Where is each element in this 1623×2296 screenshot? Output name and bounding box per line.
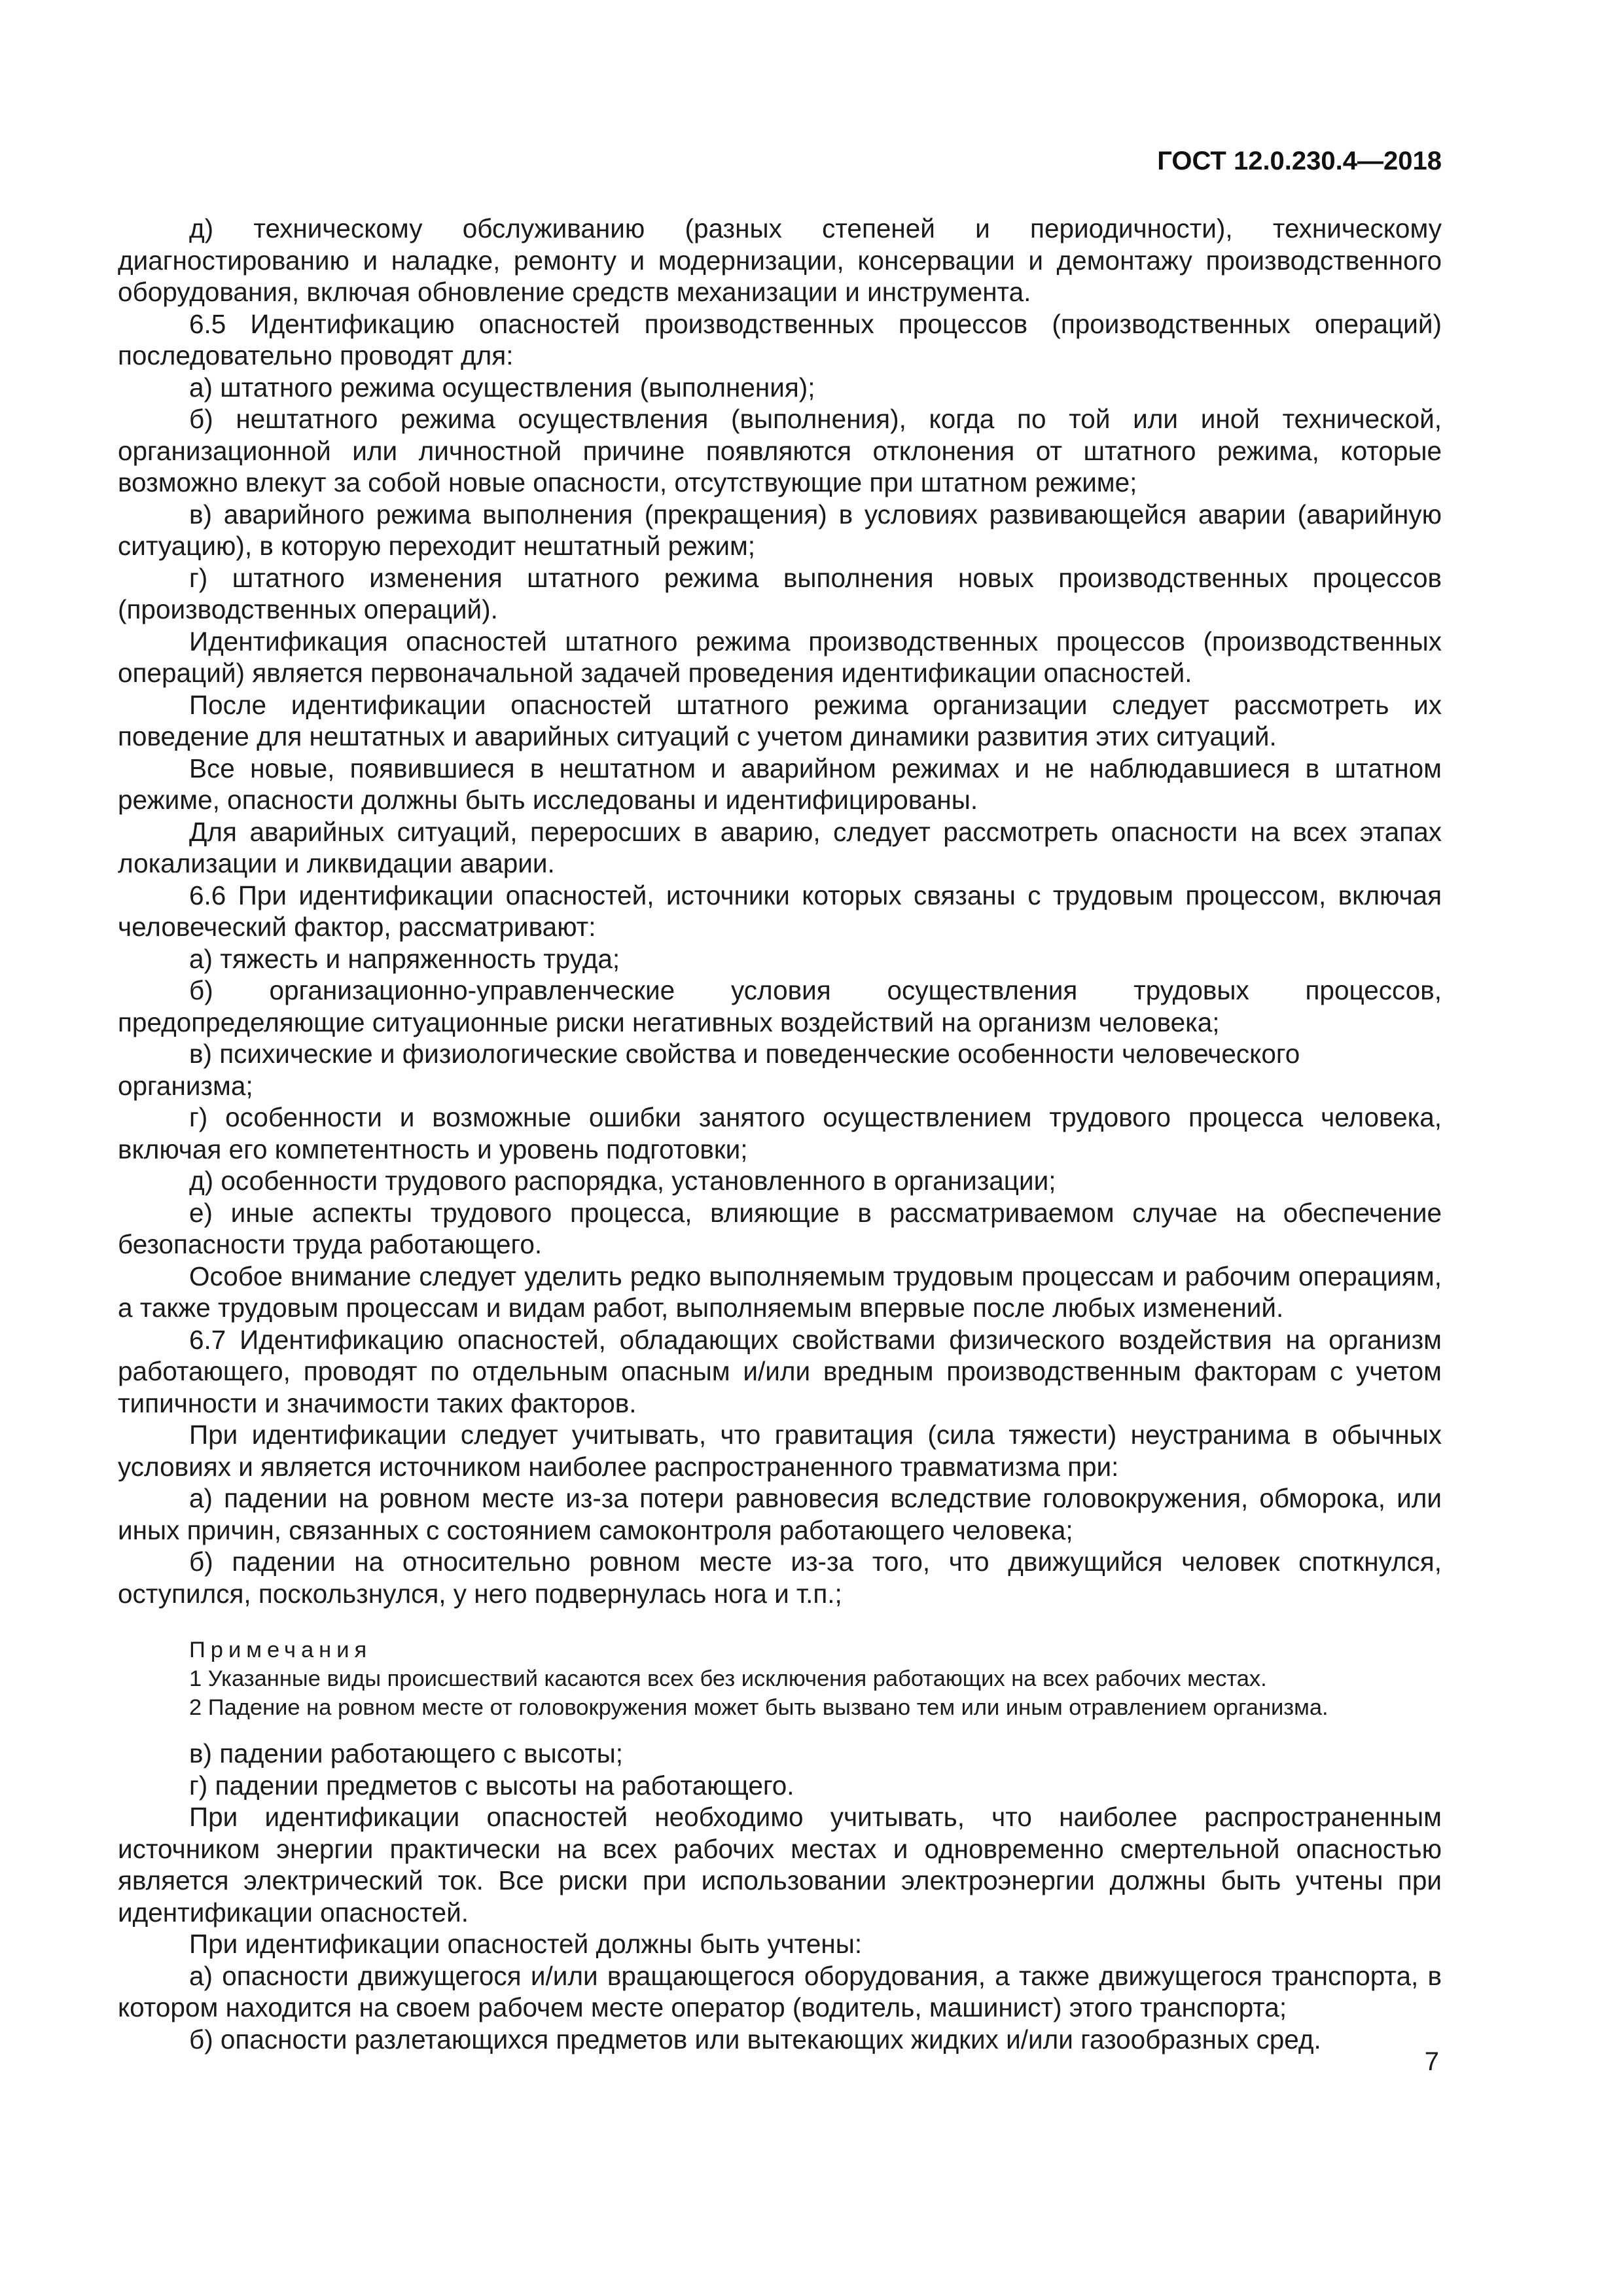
list-item: г) падении предметов с высоты на работающего. (189, 1770, 794, 1801)
list-item: д) особенности трудового распорядка, установленного в организации; (189, 1166, 1056, 1196)
list-item: б) организационно-управленческие условия осуществления трудовых процессов, предопределяющие ситуационные риски негативных воздействий на организм человека; (118, 975, 1442, 1037)
page-number: 7 (1424, 2047, 1439, 2076)
document-body (118, 213, 1442, 2055)
paragraph: При идентификации опасностей должны быть учтены: (189, 1929, 863, 1959)
paragraph: Для аварийных ситуаций, переросших в аварию, следует рассмотреть опасности на всех этапах локализации и ликвидации аварии. (118, 816, 1442, 878)
paragraph: Все новые, появившиеся в нештатном и аварийном режимах и не наблюдавшиеся в штатном режиме, опасности должны быть исследованы и идентифицированы. (118, 753, 1442, 815)
paragraph: При идентификации следует учитывать, что гравитация (сила тяжести) неустранима в обычных условиях и является источником наиболее распространенного травматизма при: (118, 1420, 1442, 1482)
list-item: а) штатного режима осуществления (выполнения); (189, 372, 815, 403)
note-item: 1 Указанные виды происшествий касаются всех без исключения работающих на всех рабочих местах. (189, 1666, 1267, 1691)
notes-block (118, 1636, 1442, 1722)
list-item: б) падении на относительно ровном месте из-за того, что движущийся человек споткнулся, оступился, поскользнулся, у него подвернулась нога и т.п.; (118, 1547, 1442, 1609)
document-code-header: ГОСТ 12.0.230.4—2018 (1157, 147, 1442, 175)
paragraph: 6.7 Идентификацию опасностей, обладающих свойствами физического воздействия на организм работающего, проводят по отдельным опасным и/или вредным производственным факторам с учетом типичности и значимости таких факторов. (118, 1324, 1442, 1418)
paragraph: После идентификации опасностей штатного режима организации следует рассмотреть их поведение для нештатных и аварийных ситуаций с учетом динамики развития этих ситуаций. (118, 689, 1442, 751)
list-item: б) опасности разлетающихся предметов или вытекающих жидких и/или газообразных сред. (189, 2024, 1321, 2054)
paragraph: 6.6 При идентификации опасностей, источники которых связаны с трудовым процессом, включая человеческий фактор, рассматривают: (118, 880, 1442, 942)
list-item: г) штатного изменения штатного режима выполнения новых производственных процессов (производственных операций). (118, 562, 1442, 624)
list-item: а) падении на ровном месте из-за потери равновесия вследствие головокружения, обморока, или иных причин, связанных с состоянием самоконтроля работающего человека; (118, 1483, 1442, 1545)
list-item: а) тяжесть и напряженность труда; (189, 943, 620, 974)
note-item: 2 Падение на ровном месте от головокружения может быть вызвано тем или иным отравлением организма. (189, 1695, 1329, 1720)
paragraph: д) техническому обслуживанию (разных степеней и периодичности), техническому диагностированию и наладке, ремонту и модернизации, консервации и демонтажу производственного оборудования, включая обновление средств механизации и инструмента. (118, 213, 1442, 307)
list-item: б) нештатного режима осуществления (выполнения), когда по той или иной технической, организационной или личностной причине появляются отклонения от штатного режима, которые возможно влекут за собой новые опасности, отсутствующие при штатном режиме; (118, 404, 1442, 497)
list-item: в) падении работающего с высоты; (189, 1738, 624, 1768)
list-item: в) аварийного режима выполнения (прекращения) в условиях развивающейся аварии (аварийную ситуацию), в которую переходит нештатный режим; (118, 499, 1442, 561)
list-item: а) опасности движущегося и/или вращающегося оборудования, а также движущегося транспорта, в котором находится на своем рабочем месте оператор (водитель, машинист) этого транспорта; (118, 1960, 1442, 2022)
paragraph: При идентификации опасностей необходимо учитывать, что наиболее распространенным источником энергии практически на всех рабочих местах и одновременно смертельной опасностью является электрический ток. Все риски при использовании электроэнергии должны быть учтены при идентификации опасностей. (118, 1802, 1442, 1928)
list-item: е) иные аспекты трудового процесса, влияющие в рассматриваемом случае на обеспечение безопасности труда работающего. (118, 1197, 1442, 1259)
notes-title: Примечания (189, 1638, 372, 1662)
paragraph: 6.5 Идентификацию опасностей производственных процессов (производственных операций) последовательно проводят для: (118, 308, 1442, 370)
paragraph: Особое внимание следует уделить редко выполняемым трудовым процессам и рабочим операциям, а также трудовым процессам и видам работ, выполняемым впервые после любых изменений. (118, 1261, 1442, 1323)
paragraph: Идентификация опасностей штатного режима производственных процессов (производственных операций) является первоначальной задачей проведения идентификации опасностей. (118, 626, 1442, 688)
list-item: г) особенности и возможные ошибки занятого осуществлением трудового процесса человека, включая его компетентность и уровень подготовки; (118, 1102, 1442, 1164)
list-item: в) психические и физиологические свойства и поведенческие особенности человеческого организма; (118, 1039, 1300, 1101)
